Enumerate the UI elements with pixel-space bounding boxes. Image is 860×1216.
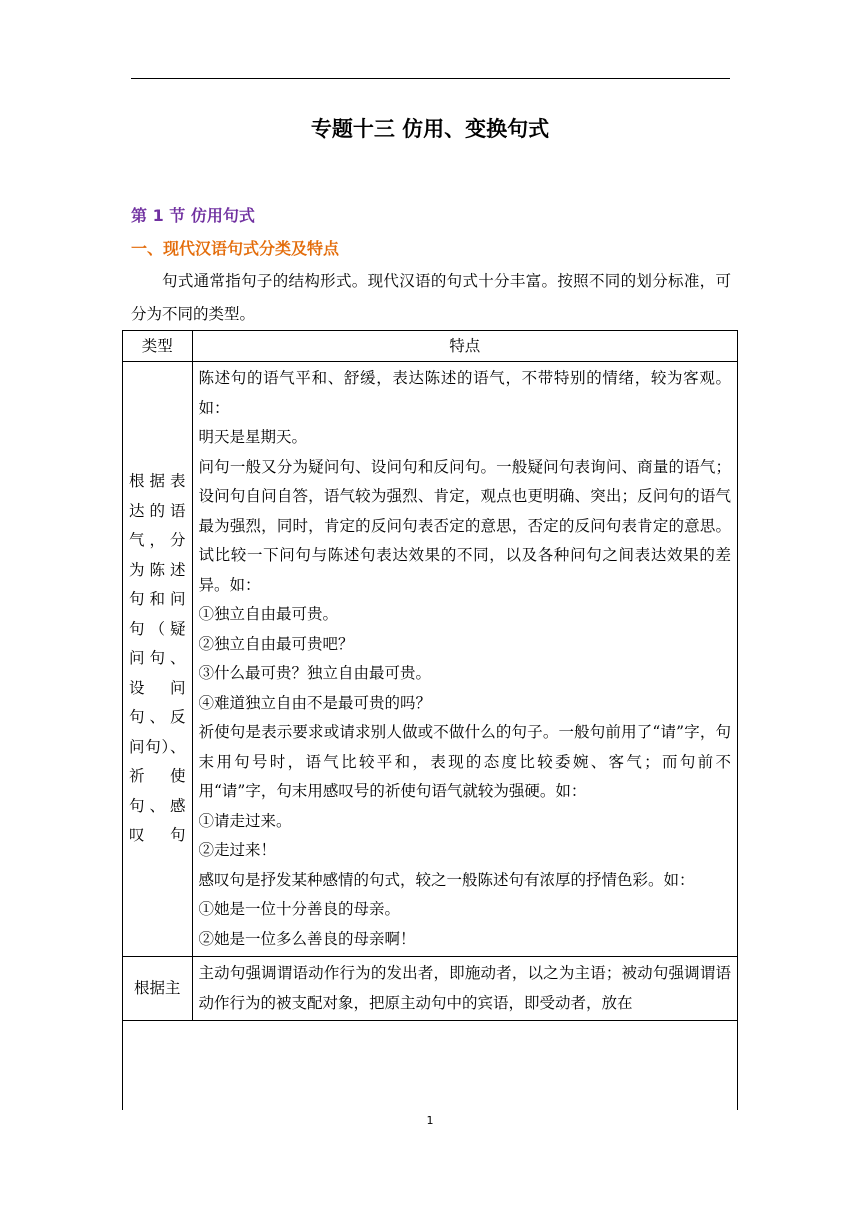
type-cell: 根据主 — [123, 957, 192, 1021]
header-features: 特点 — [192, 331, 737, 362]
feature-line: ①她是一位十分善良的母亲。 — [198, 900, 401, 918]
feature-line: 问句一般又分为疑问句、设问句和反问句。一般疑问句表询问、商量的语气；设问句自问自答，语气较为强烈、肯定，观点也更明确、突出；反问句的语气最为强烈，同时，肯定的反问句表否定的意思，否定的反问句表肯定的意思。试比较一下问句与陈述句表达效果的不同，以及各种问句之间表达效果的差异。如： — [198, 457, 731, 594]
sentence-types-table — [122, 330, 738, 1110]
feature-line: 陈述句的语气平和、舒缓，表达陈述的语气，不带特别的情绪，较为客观。如： — [198, 369, 731, 417]
feature-line: 明天是星期天。 — [198, 428, 308, 446]
feature-line: ②走过来！ — [198, 841, 277, 859]
feature-line: ①独立自由最可贵。 — [198, 605, 339, 623]
features-cell — [192, 957, 737, 1021]
table-row — [123, 957, 737, 1021]
intro-paragraph: 句式通常指句子的结构形式。现代汉语的句式十分丰富。按照不同的划分标准，可分为不同的类型。 — [131, 272, 731, 323]
feature-line: 祈使句是表示要求或请求别人做或不做什么的句子。一般句前用了“请”字，句末用句号时，语气比较平和，表现的态度比较委婉、客气；而句前不用“请”字，句末用感叹号的祈使句语气就较为强硬。如： — [198, 723, 731, 800]
feature-line: ①请走过来。 — [198, 811, 292, 830]
feature-line: 主动句强调谓语动作行为的发出者，即施动者，以之为主语；被动句强调谓语动作行为的被支配对象，把原主动句中的宾语，即受动者，放在 — [198, 964, 731, 1012]
feature-line: ③什么最可贵？独立自由最可贵。 — [198, 664, 432, 682]
type-cell: 根据表达的语气，分为陈述句和问句（疑问句、设问句、反问句）、祈使句、感叹句 — [123, 362, 192, 957]
table-row — [123, 362, 737, 957]
feature-line: ②独立自由最可贵吧？ — [198, 634, 354, 653]
header-rule — [131, 78, 730, 79]
header-type: 类型 — [123, 331, 192, 362]
subsection-heading: 一、现代汉语句式分类及特点 — [131, 239, 340, 258]
feature-line: 感叹句是抒发某种感情的句式，较之一般陈述句有浓厚的抒情色彩。如： — [198, 870, 695, 889]
section-heading: 第 1 节 仿用句式 — [131, 206, 255, 225]
table-header-row — [123, 331, 737, 362]
features-cell — [192, 362, 737, 957]
page-number: 1 — [426, 1114, 434, 1127]
feature-line: ④难道独立自由不是最可贵的吗？ — [198, 693, 432, 712]
page-title: 专题十三 仿用、变换句式 — [310, 117, 550, 141]
feature-line: ②她是一位多么善良的母亲啊！ — [198, 929, 416, 948]
